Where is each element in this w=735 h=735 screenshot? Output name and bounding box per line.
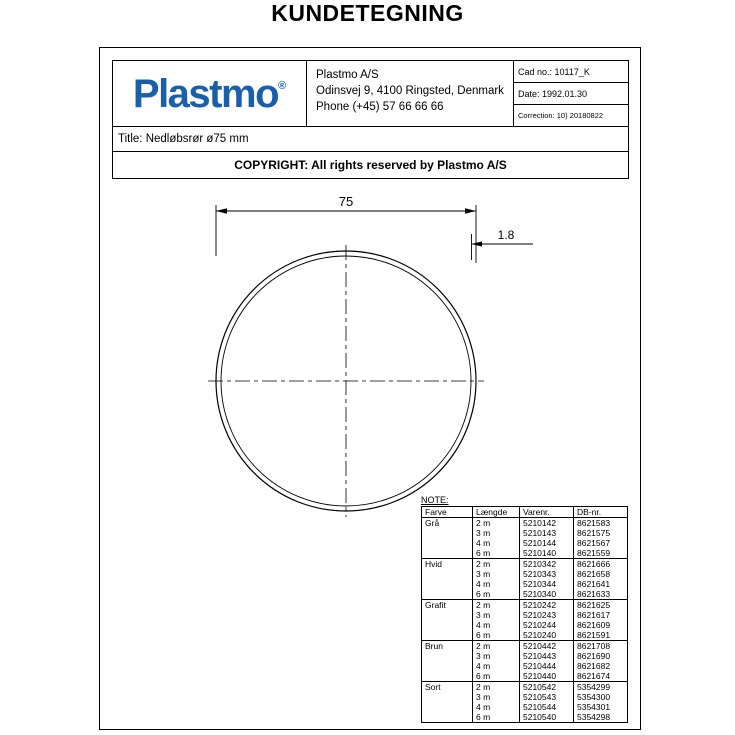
table-cell: 4 m — [473, 661, 520, 671]
table-cell: 5210444 — [520, 661, 574, 671]
table-cell: 4 m — [473, 538, 520, 548]
note-table-group — [422, 641, 628, 682]
note-table-group — [422, 518, 628, 559]
table-cell: 2 m — [473, 559, 520, 570]
table-cell: 8621567 — [574, 538, 628, 548]
table-cell: 5210443 — [520, 651, 574, 661]
table-cell: 4 m — [473, 579, 520, 589]
color-name-cell: Brun — [422, 641, 473, 682]
table-cell: 5210240 — [520, 630, 574, 641]
table-row — [422, 682, 628, 693]
table-row — [422, 559, 628, 570]
table-cell: 5210540 — [520, 712, 574, 723]
drawing-frame — [99, 47, 641, 730]
table-cell: 5210142 — [520, 518, 574, 529]
note-table-header: DB-nr. — [574, 507, 628, 518]
table-row — [422, 518, 628, 529]
table-cell: 6 m — [473, 589, 520, 600]
note-table — [421, 506, 628, 723]
table-cell: 8621690 — [574, 651, 628, 661]
table-cell: 5210340 — [520, 589, 574, 600]
table-cell: 8621575 — [574, 528, 628, 538]
table-cell: 5210542 — [520, 682, 574, 693]
table-cell: 5354298 — [574, 712, 628, 723]
table-cell: 3 m — [473, 651, 520, 661]
table-row — [422, 641, 628, 652]
table-cell: 8621583 — [574, 518, 628, 529]
drawing-date: Date: 1992.01.30 — [514, 82, 628, 104]
cad-number: Cad no.: 10117_K — [518, 66, 590, 77]
note-table-group — [422, 682, 628, 723]
table-cell: 8621674 — [574, 671, 628, 682]
table-row — [422, 600, 628, 611]
table-cell: 5210344 — [520, 579, 574, 589]
note-table-header-row — [422, 507, 628, 518]
table-cell: 5210544 — [520, 702, 574, 712]
table-cell: 2 m — [473, 600, 520, 611]
table-cell: 8621559 — [574, 548, 628, 559]
table-cell: 8621682 — [574, 661, 628, 671]
table-cell: 4 m — [473, 620, 520, 630]
table-cell: 6 m — [473, 630, 520, 641]
table-cell: 5210140 — [520, 548, 574, 559]
company-name: Plastmo A/S — [316, 69, 379, 81]
company-address: Odinsvej 9, 4100 Ringsted, Denmark — [316, 85, 504, 98]
note-table-group — [422, 600, 628, 641]
table-cell: 6 m — [473, 671, 520, 682]
note-label: NOTE: — [421, 495, 449, 505]
color-name-cell: Hvid — [422, 559, 473, 600]
table-cell: 5354301 — [574, 702, 628, 712]
note-block — [421, 495, 628, 723]
arrowhead-right-icon — [465, 208, 476, 213]
table-cell: 8621708 — [574, 641, 628, 652]
table-cell: 3 m — [473, 569, 520, 579]
note-table-header: Farve — [422, 507, 473, 518]
table-cell: 3 m — [473, 610, 520, 620]
table-cell: 3 m — [473, 692, 520, 702]
table-cell: 6 m — [473, 548, 520, 559]
note-table-group — [422, 559, 628, 600]
table-cell: 2 m — [473, 641, 520, 652]
table-cell: 8621666 — [574, 559, 628, 570]
table-cell: 5354299 — [574, 682, 628, 693]
table-cell: 3 m — [473, 528, 520, 538]
note-table-header: Længde — [473, 507, 520, 518]
color-name-cell: Grå — [422, 518, 473, 559]
table-cell: 2 m — [473, 518, 520, 529]
page-title: KUNDETEGNING — [271, 0, 464, 26]
table-cell: 2 m — [473, 682, 520, 693]
arrowhead-left-icon — [216, 208, 227, 213]
diameter-dimension-label: 75 — [338, 194, 354, 209]
table-cell: 5210442 — [520, 641, 574, 652]
table-cell: 8621625 — [574, 600, 628, 611]
table-cell: 5210343 — [520, 569, 574, 579]
table-cell: 8621591 — [574, 630, 628, 641]
color-name-cell: Sort — [422, 682, 473, 723]
note-table-header: Varenr. — [520, 507, 574, 518]
wall-thickness-label: 1.8 — [497, 228, 515, 242]
table-cell: 4 m — [473, 702, 520, 712]
table-cell: 5210144 — [520, 538, 574, 548]
correction-number: Correction: 10) 20180822 — [514, 104, 628, 126]
company-phone: Phone (+45) 57 66 66 66 — [316, 101, 444, 114]
table-cell: 8621609 — [574, 620, 628, 630]
logo-text: Plastmo — [132, 71, 278, 116]
table-cell: 8621641 — [574, 579, 628, 589]
table-cell: 8621658 — [574, 569, 628, 579]
table-cell: 5210143 — [520, 528, 574, 538]
color-name-cell: Grafit — [422, 600, 473, 641]
table-cell: 5210244 — [520, 620, 574, 630]
table-cell: 5210543 — [520, 692, 574, 702]
table-cell: 8621633 — [574, 589, 628, 600]
table-cell: 5210243 — [520, 610, 574, 620]
table-cell: 6 m — [473, 712, 520, 723]
copyright-notice: COPYRIGHT: All rights reserved by Plastmo A/S — [113, 151, 628, 178]
table-cell: 5210242 — [520, 600, 574, 611]
table-cell: 5354300 — [574, 692, 628, 702]
registered-trademark-icon: ® — [278, 79, 287, 92]
table-cell: 5210440 — [520, 671, 574, 682]
table-cell: 5210342 — [520, 559, 574, 570]
table-cell: 8621617 — [574, 610, 628, 620]
drawing-title: Title: Nedløbsrør ø75 mm — [113, 126, 628, 151]
